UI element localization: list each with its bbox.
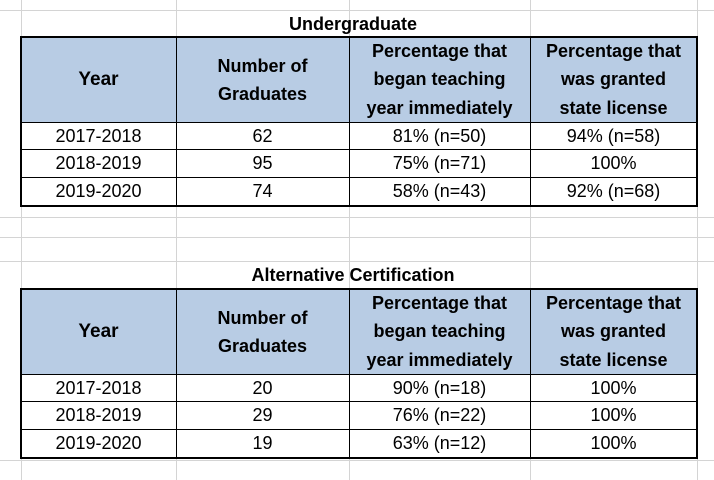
table-border (530, 36, 531, 207)
cell-teaching: 81% (n=50) (392, 125, 487, 146)
table-border (21, 401, 698, 402)
cell-graduates: 19 (252, 433, 273, 453)
table-border (21, 288, 698, 290)
header-license-label: Percentage that was granted state license (545, 293, 682, 370)
cell-graduates: 20 (252, 377, 273, 398)
table-title-alternative-certification: Alternative Certification (251, 265, 455, 285)
header-number-of-graduates (176, 37, 349, 122)
table-border (21, 149, 698, 150)
header-began-teaching (349, 37, 530, 122)
header-year (21, 37, 176, 122)
cell-teaching: 63% (n=12) (392, 433, 487, 453)
table-border (176, 36, 177, 207)
cell-teaching: 76% (n=22) (392, 405, 487, 425)
table-border (20, 288, 22, 459)
header-began-teaching (349, 289, 530, 374)
cell-graduates: 62 (252, 125, 273, 146)
gridline-horizontal (0, 237, 714, 238)
table-border (696, 36, 698, 207)
gridline-horizontal (0, 217, 714, 218)
gridline-horizontal (0, 261, 714, 262)
header-teaching-label: Percentage that began teaching year immediately (366, 293, 513, 370)
cell-license: 100% (590, 377, 637, 398)
cell-graduates: 29 (252, 405, 273, 425)
header-license-label: Percentage that was granted state license (545, 41, 682, 118)
header-year-label: Year (78, 320, 119, 342)
table-title-undergraduate: Undergraduate (288, 14, 418, 34)
gridline-horizontal (0, 460, 714, 461)
cell-teaching: 58% (n=43) (392, 181, 487, 201)
cell-graduates: 74 (252, 181, 273, 201)
header-graduates-label: Number of Graduates (217, 307, 308, 356)
table-border (176, 288, 177, 459)
table-border (21, 374, 698, 375)
table-border (21, 429, 698, 430)
cell-graduates: 95 (252, 153, 273, 173)
table-border (530, 288, 531, 459)
table-border (21, 177, 698, 178)
table-border (21, 457, 698, 459)
header-teaching-label: Percentage that began teaching year immediately (366, 41, 513, 118)
header-number-of-graduates (176, 289, 349, 374)
table-border (21, 36, 698, 38)
table-border (349, 36, 350, 207)
cell-license: 100% (590, 433, 637, 453)
cell-license: 92% (n=68) (566, 181, 661, 201)
header-state-license (530, 289, 697, 374)
cell-license: 94% (n=58) (566, 125, 661, 146)
table-border (21, 205, 698, 207)
cell-year: 2018-2019 (55, 153, 142, 173)
table-border (20, 36, 22, 207)
header-year (21, 289, 176, 374)
header-year-label: Year (78, 68, 119, 90)
gridline-horizontal (0, 10, 714, 11)
table-border (696, 288, 698, 459)
cell-year: 2017-2018 (55, 125, 142, 146)
header-graduates-label: Number of Graduates (217, 55, 308, 104)
cell-license: 100% (590, 153, 637, 173)
cell-teaching: 90% (n=18) (392, 377, 487, 398)
header-state-license (530, 37, 697, 122)
cell-year: 2017-2018 (55, 377, 142, 398)
cell-teaching: 75% (n=71) (392, 153, 487, 173)
cell-year: 2018-2019 (55, 405, 142, 425)
cell-year: 2019-2020 (55, 433, 142, 453)
table-border (349, 288, 350, 459)
table-border (21, 122, 698, 123)
cell-license: 100% (590, 405, 637, 425)
cell-year: 2019-2020 (55, 181, 142, 201)
